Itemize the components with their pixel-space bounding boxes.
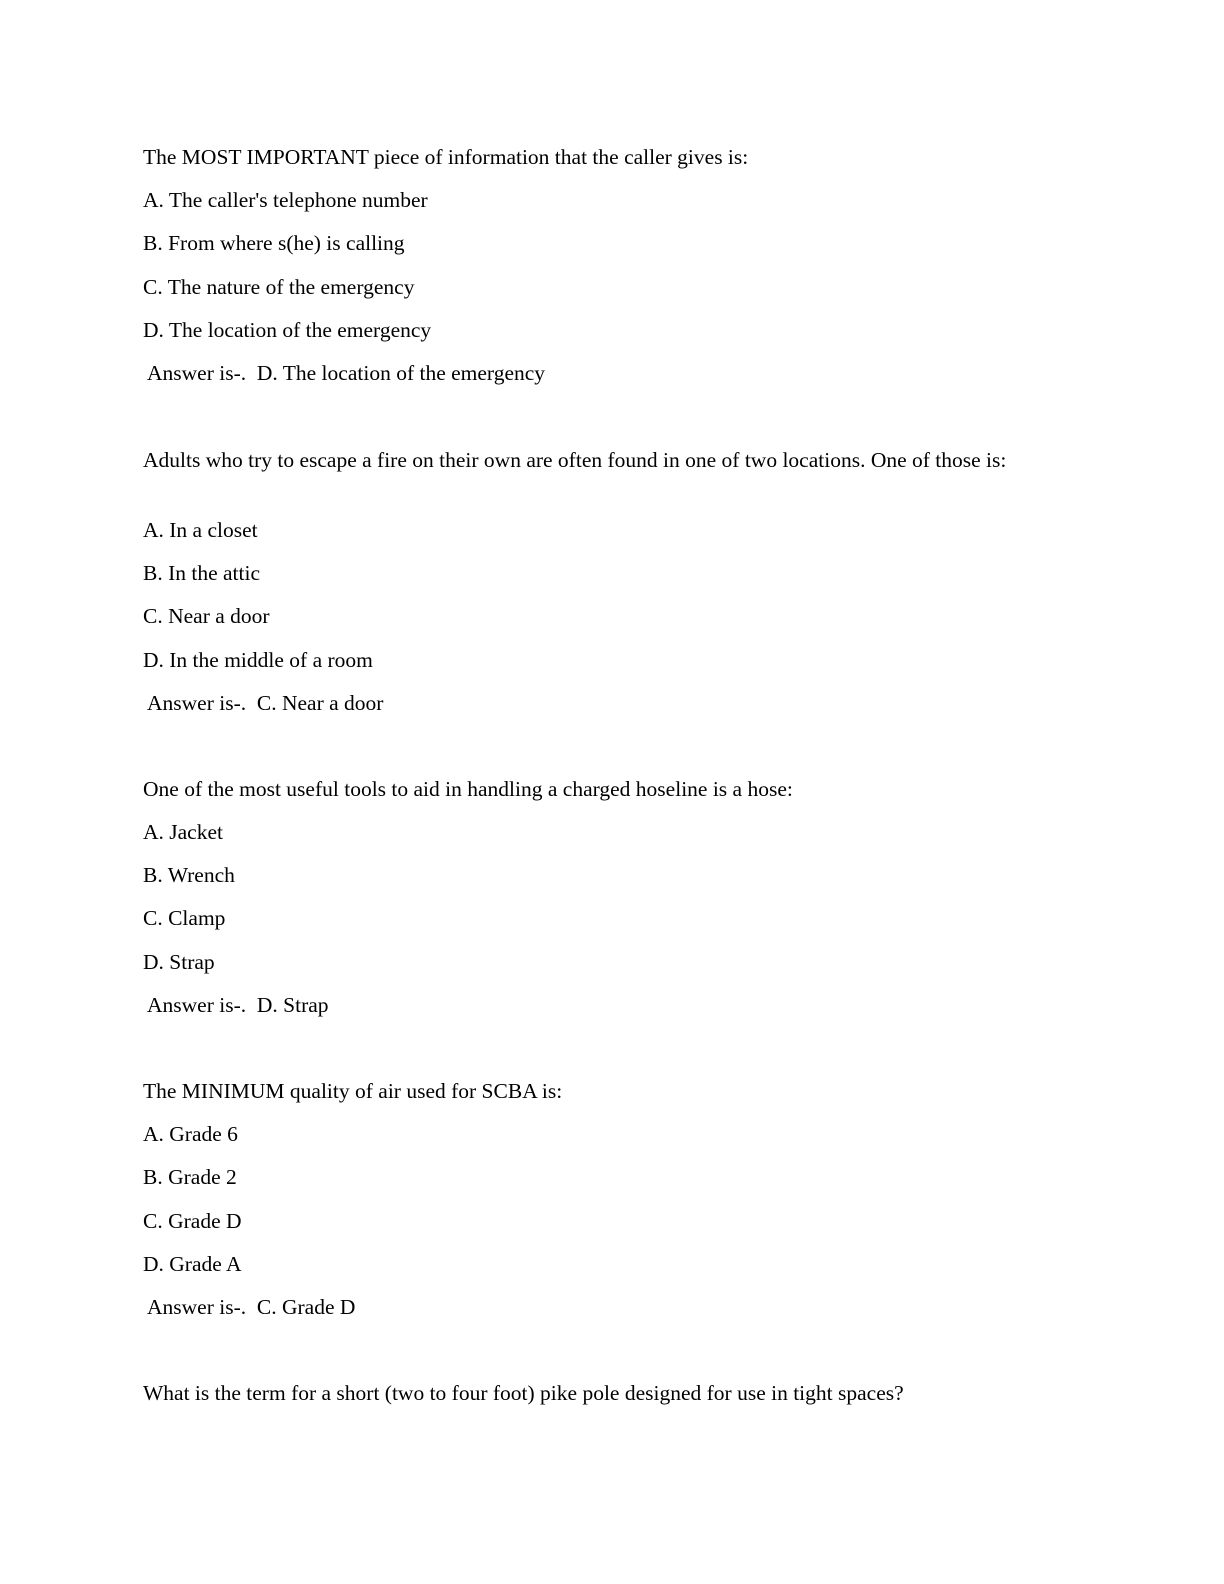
question-4-option-a: A. Grade 6: [143, 1122, 238, 1146]
question-2-answer: Answer is-. C. Near a door: [147, 691, 384, 715]
question-2-option-a: A. In a closet: [143, 518, 258, 542]
question-3-option-c: C. Clamp: [143, 906, 226, 930]
question-1-answer: Answer is-. D. The location of the emergency: [147, 361, 546, 385]
question-4-option-b: B. Grade 2: [143, 1165, 237, 1189]
question-1-option-b: B. From where s(he) is calling: [143, 231, 405, 255]
question-4-answer: Answer is-. C. Grade D: [147, 1295, 356, 1319]
question-3-answer: Answer is-. D. Strap: [147, 993, 329, 1017]
question-1-option-d: D. The location of the emergency: [143, 318, 432, 342]
question-2-option-d: D. In the middle of a room: [143, 648, 373, 672]
question-4-text: The MINIMUM quality of air used for SCBA is:: [143, 1079, 563, 1103]
question-2-option-b: B. In the attic: [143, 561, 261, 585]
question-3-option-b: B. Wrench: [143, 863, 235, 887]
question-1-option-a: A. The caller's telephone number: [143, 188, 428, 212]
question-5-text: What is the term for a short (two to four foot) pike pole designed for use in tight spaces?: [143, 1381, 904, 1405]
question-2-option-c: C. Near a door: [143, 604, 270, 628]
question-3-option-d: D. Strap: [143, 950, 215, 974]
question-4-option-d: D. Grade A: [143, 1252, 242, 1276]
question-1-text: The MOST IMPORTANT piece of information that the caller gives is:: [143, 145, 749, 169]
question-3-text: One of the most useful tools to aid in handling a charged hoseline is a hose:: [143, 777, 793, 801]
question-3-option-a: A. Jacket: [143, 820, 223, 844]
question-1-option-c: C. The nature of the emergency: [143, 275, 415, 299]
question-2-text: Adults who try to escape a fire on their own are often found in one of two locations. One of those is:: [143, 448, 1007, 472]
question-4-option-c: C. Grade D: [143, 1209, 242, 1233]
